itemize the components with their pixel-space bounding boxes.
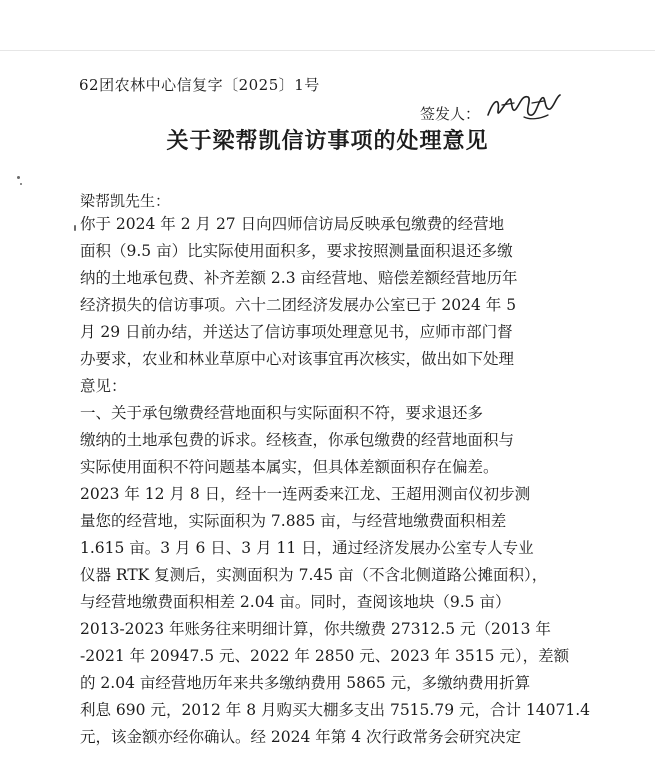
document-title: 关于梁帮凯信访事项的处理意见 [166,129,489,154]
body-line: 经济损失的信访事项。六十二团经济发展办公室已于 2024 年 5 [80,296,517,314]
body-line: 利息 690 元，2012 年 8 月购买大棚多支出 7515.79 元，合计 14071.4 [80,701,591,719]
body-line: 仪器 RTK 复测后，实测面积为 7.45 亩（不含北侧道路公摊面积）， [80,566,548,584]
body-line: 的 2.04 亩经营地历年来共多缴纳费用 5865 元，多缴纳费用折算 [80,674,531,692]
body-line: -2021 年 20947.5 元、2022 年 2850 元、2023 年 3515 元），差额 [80,647,570,665]
body-line: 1.615 亩。3 月 6 日、3 月 11 日，通过经济发展办公室专人专业 [80,539,534,557]
salutation: 梁帮凯先生： [80,192,171,210]
body-line: 面积（9.5 亩）比实际使用面积多，要求按照测量面积退还多缴 [80,242,513,260]
body-line: 量您的经营地，实际面积为 7.885 亩，与经营地缴费面积相差 [80,512,507,530]
signature [484,89,564,125]
scan-speck [74,225,76,231]
body-line: 意见： [80,377,127,395]
scan-edge-line [0,50,655,51]
body-line: 月 29 日前办结，并送达了信访事项处理意见书，应师市部门督 [80,323,513,341]
body-line: 2023 年 12 月 8 日，经十一连两委来江龙、王超用测亩仪初步测 [80,485,531,503]
body-line: 元，该金额亦经你确认。经 2024 年第 4 次行政常务会研究决定 [80,728,522,746]
body-line: 缴纳的土地承包费的诉求。经核查，你承包缴费的经营地面积与 [80,431,515,449]
document-number: 62团农林中心信复字〔2025〕1号 [79,76,320,94]
body-line: 2013-2023 年账务往来明细计算，你共缴费 27312.5 元（2013 年 [80,620,551,638]
body-line: 一、关于承包缴费经营地面积与实际面积不符，要求退还多 [80,404,484,422]
body-line: 实际使用面积不符问题基本属实，但具体差额面积存在偏差。 [80,458,499,476]
scan-speck [20,183,22,185]
body-line: 办要求，农业和林业草原中心对该事宜再次核实，做出如下处理 [80,350,515,368]
body-line: 与经营地缴费面积相差 2.04 亩。同时，查阅该地块（9.5 亩） [80,593,511,611]
body-line: 你于 2024 年 2 月 27 日向四师信访局反映承包缴费的经营地 [80,215,505,233]
scan-speck [17,176,20,179]
body-line: 纳的土地承包费、补齐差额 2.3 亩经营地、赔偿差额经营地历年 [80,269,518,287]
signer-label: 签发人： [420,105,481,123]
